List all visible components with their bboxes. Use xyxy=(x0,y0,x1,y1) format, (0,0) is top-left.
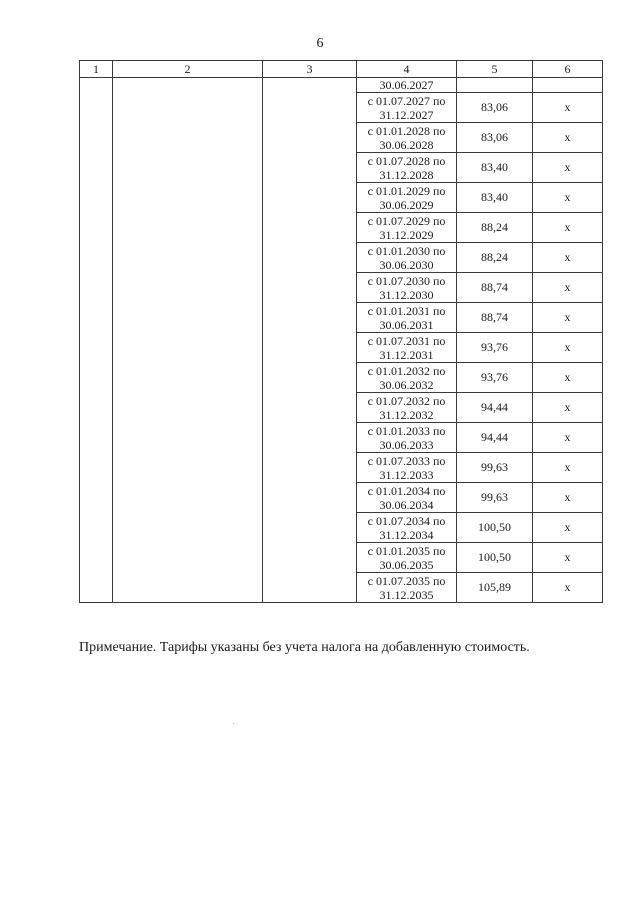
tariff-cell: 94,44 xyxy=(457,423,533,453)
col6-cell: х xyxy=(533,543,603,573)
tariff-cell: 93,76 xyxy=(457,333,533,363)
period-start: с 01.01.2032 по xyxy=(367,363,446,378)
tariff-cell: 99,63 xyxy=(457,453,533,483)
period-cell xyxy=(357,273,457,303)
period-start: с 01.01.2034 по xyxy=(367,483,446,498)
tariff-cell: 88,74 xyxy=(457,273,533,303)
period-end: 30.06.2029 xyxy=(379,197,434,212)
col6-cell: х xyxy=(533,93,603,123)
col6-cell: х xyxy=(533,483,603,513)
period-end: 31.12.2034 xyxy=(379,527,434,542)
period-cell xyxy=(357,123,457,153)
tariff-cell: 88,24 xyxy=(457,213,533,243)
col6-cell: х xyxy=(533,333,603,363)
period-start: с 01.07.2034 по xyxy=(367,513,446,528)
period-end: 30.06.2034 xyxy=(379,497,434,512)
period-start: с 01.07.2027 по xyxy=(367,93,446,108)
period-cell xyxy=(357,423,457,453)
scan-speck xyxy=(233,723,234,724)
period-cell xyxy=(357,393,457,423)
period-start: с 01.07.2030 по xyxy=(367,273,446,288)
period-start: с 01.01.2035 по xyxy=(367,543,446,558)
period-end: 30.06.2031 xyxy=(379,317,434,332)
period-end: 30.06.2028 xyxy=(379,137,434,152)
col6-cell: х xyxy=(533,393,603,423)
period-start: с 01.07.2028 по xyxy=(367,153,446,168)
table-body xyxy=(80,78,603,603)
period-start: с 01.07.2032 по xyxy=(367,393,446,408)
tariff-cell: 94,44 xyxy=(457,393,533,423)
period-end: 30.06.2032 xyxy=(379,377,434,392)
col6-cell: х xyxy=(533,573,603,603)
period-end: 31.12.2035 xyxy=(379,587,434,602)
period-end: 31.12.2027 xyxy=(379,107,434,122)
period-start: с 01.01.2033 по xyxy=(367,423,446,438)
column-header: 3 xyxy=(263,61,357,78)
col6-cell: х xyxy=(533,213,603,243)
period-end: 31.12.2032 xyxy=(379,407,434,422)
period-start: с 01.07.2033 по xyxy=(367,453,446,468)
column-header: 4 xyxy=(357,61,457,78)
col6-cell: х xyxy=(533,273,603,303)
tariff-cell: 83,06 xyxy=(457,123,533,153)
period-cell xyxy=(357,153,457,183)
period-cell xyxy=(357,243,457,273)
period-end: 31.12.2028 xyxy=(379,167,434,182)
period-start: с 01.01.2028 по xyxy=(367,123,446,138)
tariff-cell: 93,76 xyxy=(457,363,533,393)
tariff-cell: 83,40 xyxy=(457,183,533,213)
period-cell: 30.06.2027 xyxy=(357,78,457,93)
period-cell xyxy=(357,453,457,483)
period-cell xyxy=(357,333,457,363)
period-start: с 01.01.2030 по xyxy=(367,243,446,258)
period-cell xyxy=(357,573,457,603)
table-header xyxy=(80,61,603,78)
period-cell xyxy=(357,483,457,513)
tariff-cell: 88,24 xyxy=(457,243,533,273)
tariff-cell: 99,63 xyxy=(457,483,533,513)
period-end: 31.12.2029 xyxy=(379,227,434,242)
period-start: с 01.07.2035 по xyxy=(367,573,446,588)
period-end: 31.12.2030 xyxy=(379,287,434,302)
period-cell xyxy=(357,303,457,333)
col6-cell: х xyxy=(533,423,603,453)
period-start: с 01.01.2031 по xyxy=(367,303,446,318)
period-end: 30.06.2030 xyxy=(379,257,434,272)
tariff-cell: 83,06 xyxy=(457,93,533,123)
tariff-cell: 100,50 xyxy=(457,513,533,543)
col6-cell: х xyxy=(533,513,603,543)
period-cell xyxy=(357,93,457,123)
period-start: с 01.01.2029 по xyxy=(367,183,446,198)
col6-cell: х xyxy=(533,243,603,273)
tariff-cell: 105,89 xyxy=(457,573,533,603)
period-end: 31.12.2031 xyxy=(379,347,434,362)
period-end: 30.06.2033 xyxy=(379,437,434,452)
tariff-cell xyxy=(457,78,533,93)
period-cell xyxy=(357,363,457,393)
col6-cell: х xyxy=(533,153,603,183)
column-header: 6 xyxy=(533,61,603,78)
period-end: 30.06.2035 xyxy=(379,557,434,572)
column-header: 1 xyxy=(80,61,113,78)
table-row xyxy=(80,78,603,93)
period-cell xyxy=(357,213,457,243)
col6-cell: х xyxy=(533,123,603,153)
tariff-cell: 88,74 xyxy=(457,303,533,333)
period-cell xyxy=(357,183,457,213)
note-text: Примечание. Тарифы указаны без учета налога на добавленную стоимость. xyxy=(79,640,530,655)
page-number: 6 xyxy=(316,36,324,51)
tariff-table xyxy=(79,60,603,603)
col3-merged-cell xyxy=(263,78,357,603)
period-end: 31.12.2033 xyxy=(379,467,434,482)
tariff-cell: 83,40 xyxy=(457,153,533,183)
col6-cell: х xyxy=(533,453,603,483)
col1-merged-cell xyxy=(80,78,113,603)
column-header: 5 xyxy=(457,61,533,78)
tariff-cell: 100,50 xyxy=(457,543,533,573)
period-cell xyxy=(357,543,457,573)
period-cell xyxy=(357,513,457,543)
col6-cell: х xyxy=(533,183,603,213)
col6-cell xyxy=(533,78,603,93)
period-start: с 01.07.2031 по xyxy=(367,333,446,348)
column-header: 2 xyxy=(113,61,263,78)
col2-merged-cell xyxy=(113,78,263,603)
period-start: с 01.07.2029 по xyxy=(367,213,446,228)
col6-cell: х xyxy=(533,363,603,393)
col6-cell: х xyxy=(533,303,603,333)
